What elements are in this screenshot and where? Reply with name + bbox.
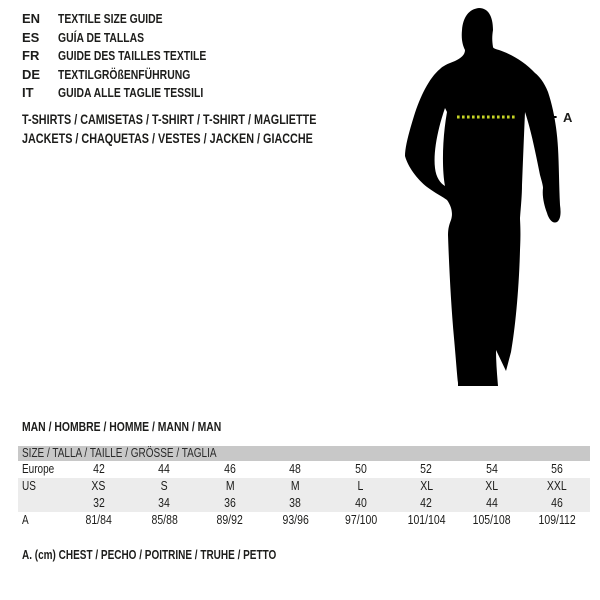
lang-row-fr bbox=[22, 47, 243, 66]
lang-label: GUIDA ALLE TAGLIE TESSILI bbox=[58, 85, 204, 101]
size-value: XL bbox=[485, 479, 499, 493]
table-row-us-numeric bbox=[18, 495, 590, 512]
category-jackets: JACKETS / CHAQUETAS / VESTES / JACKEN / GIACCHE bbox=[22, 131, 313, 146]
size-value: 48 bbox=[289, 462, 302, 476]
size-value: L bbox=[357, 479, 364, 493]
row-label: A bbox=[22, 513, 29, 527]
man-silhouette-svg bbox=[395, 0, 595, 390]
lang-code: EN bbox=[22, 11, 41, 26]
row-label bbox=[18, 495, 66, 512]
garment-categories bbox=[22, 110, 390, 148]
size-value: 46 bbox=[551, 496, 564, 510]
section-title-man: MAN / HOMBRE / HOMME / MANN / MAN bbox=[22, 419, 222, 434]
lang-row-en bbox=[22, 10, 243, 29]
size-value: 46 bbox=[223, 462, 236, 476]
size-value: 97/100 bbox=[344, 513, 377, 527]
size-value: 50 bbox=[354, 462, 367, 476]
row-label: Europe bbox=[22, 462, 55, 476]
size-value: XXL bbox=[547, 479, 568, 493]
size-value: 56 bbox=[551, 462, 564, 476]
size-value: XL bbox=[419, 479, 433, 493]
lang-row-es bbox=[22, 29, 243, 48]
lang-code: IT bbox=[22, 85, 34, 101]
lang-label: TEXTILE SIZE GUIDE bbox=[58, 11, 163, 26]
lang-code: ES bbox=[22, 29, 40, 45]
category-tshirts: T-SHIRTS / CAMISETAS / T-SHIRT / T-SHIRT / MAGLIETTE bbox=[22, 112, 317, 127]
size-value: 42 bbox=[420, 496, 433, 510]
table-row-europe bbox=[18, 461, 590, 478]
size-table bbox=[18, 446, 590, 529]
measure-footnote: A. (cm) CHEST / PECHO / POITRINE / TRUHE / PETTO bbox=[22, 548, 277, 562]
size-value: 101/104 bbox=[407, 513, 446, 527]
measure-label-a: A bbox=[563, 110, 573, 125]
language-list bbox=[22, 10, 243, 103]
row-label: US bbox=[22, 479, 36, 493]
lang-row-de bbox=[22, 66, 243, 85]
lang-row-it bbox=[22, 84, 243, 103]
lang-label: GUÍA DE TALLAS bbox=[58, 29, 145, 45]
table-row-chest-a bbox=[18, 512, 590, 529]
size-value: 40 bbox=[354, 496, 367, 510]
size-value: 105/108 bbox=[472, 513, 511, 527]
size-value: 38 bbox=[289, 496, 302, 510]
size-value: 85/88 bbox=[151, 513, 178, 527]
size-value: 42 bbox=[92, 462, 105, 476]
size-value: XS bbox=[91, 479, 106, 493]
size-value: 81/84 bbox=[85, 513, 112, 527]
size-value: M bbox=[290, 479, 300, 493]
table-header-row bbox=[18, 446, 590, 461]
table-row-us bbox=[18, 478, 590, 495]
lang-code: DE bbox=[22, 66, 41, 82]
size-value: 109/112 bbox=[538, 513, 576, 527]
size-value: 89/92 bbox=[216, 513, 243, 527]
size-value: 34 bbox=[158, 496, 171, 510]
size-value: 44 bbox=[485, 496, 498, 510]
size-value: 44 bbox=[158, 462, 171, 476]
size-value: S bbox=[160, 479, 168, 493]
size-value: 52 bbox=[420, 462, 433, 476]
table-header-label: SIZE / TALLA / TAILLE / GRÖSSE / TAGLIA bbox=[22, 446, 217, 460]
size-value: 36 bbox=[223, 496, 236, 510]
size-value: 32 bbox=[92, 496, 105, 510]
size-value: 93/96 bbox=[282, 513, 309, 527]
lang-code: FR bbox=[22, 48, 40, 64]
man-silhouette-shape bbox=[405, 8, 561, 386]
lang-label: GUIDE DES TAILLES TEXTILE bbox=[58, 48, 207, 64]
man-silhouette-figure bbox=[395, 0, 595, 390]
lang-label: TEXTILGRÖßENFÜHRUNG bbox=[58, 66, 191, 82]
size-value: M bbox=[225, 479, 235, 493]
size-value: 54 bbox=[485, 462, 498, 476]
